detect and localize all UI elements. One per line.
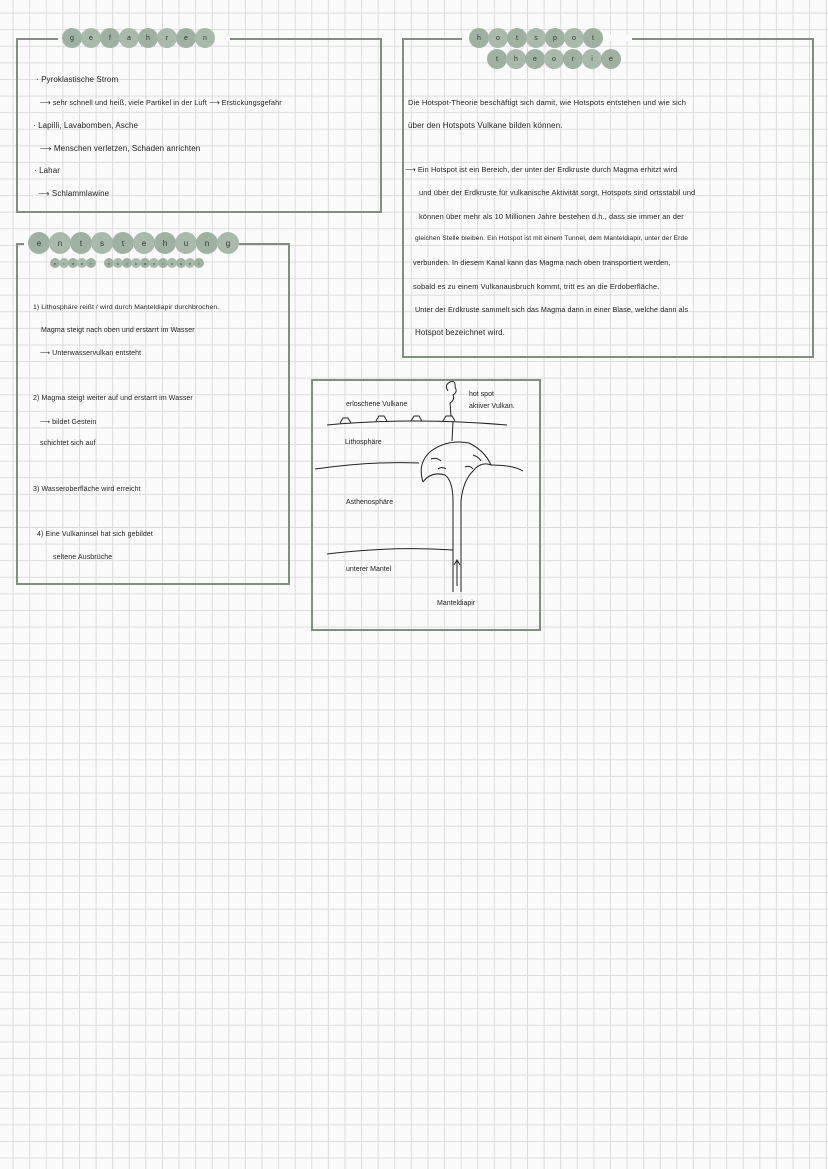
hotspot-diagram — [311, 379, 541, 631]
title-letter: u — [175, 232, 197, 254]
label-asthenosphaere: Asthenosphäre — [346, 499, 394, 506]
title-letter: n — [49, 232, 71, 254]
title-letter: r — [563, 49, 583, 69]
label-erloschene: erloschene Vulkane — [346, 401, 408, 408]
title-letter: t — [70, 232, 92, 254]
title-letter: g — [62, 28, 82, 48]
title-letter: n — [167, 258, 177, 268]
note-line: ⟶ Unterwasservulkan entsteht — [40, 350, 142, 357]
note-line: können über mehr als 10 Millionen Jahre bestehen d.h., dass sie immer an der — [419, 212, 684, 221]
volcano-icons — [340, 416, 455, 423]
title-letter: v — [104, 258, 114, 268]
label-mantel: unterer Mantel — [346, 566, 392, 573]
title-letter: e — [81, 28, 101, 48]
title-letter: e — [50, 258, 60, 268]
note-line: verbunden. In diesem Kanal kann das Magma nach oben transportiert werden, — [413, 258, 671, 267]
title-letter: s — [176, 258, 186, 268]
entstehung-title — [28, 232, 238, 254]
title-letter: n — [149, 258, 159, 268]
note-line: 3) Wasseroberfläche wird erreicht — [33, 486, 141, 493]
title-letter: n — [195, 28, 215, 48]
title-letter: a — [119, 28, 139, 48]
note-line: · Pyroklastische Strom — [36, 75, 119, 84]
title-letter: h — [469, 28, 489, 48]
title-letter: o — [544, 49, 564, 69]
arrow-icon — [454, 560, 460, 586]
title-letter: h — [138, 28, 158, 48]
title-letter: u — [113, 258, 123, 268]
title-letter: n — [68, 258, 78, 268]
title-letter: l — [122, 258, 132, 268]
note-line: Unter der Erdkruste sammelt sich das Magma dann in einer Blase, welche dann als — [415, 305, 689, 314]
title-letter: h — [154, 232, 176, 254]
lithosphere-line — [315, 463, 523, 471]
title-letter: o — [488, 28, 508, 48]
note-line: ⟶ Ein Hotspot ist ein Bereich, der unter der Erdkruste durch Magma erhitzt wird — [405, 165, 678, 174]
label-aktiver: aktiver Vulkan. — [469, 403, 515, 410]
title-letter: e — [601, 49, 621, 69]
note-line: ⟶ Menschen verletzen, Schaden anrichten — [40, 144, 201, 153]
entstehung-subtitle — [50, 258, 203, 268]
title-letter: i — [59, 258, 69, 268]
note-line: über den Hotspots Vulkane bilden können. — [408, 121, 563, 130]
note-line: seltene Ausbrüche — [53, 554, 113, 561]
title-letter: r — [86, 258, 96, 268]
eruption-plume-icon — [446, 382, 456, 416]
title-letter: o — [564, 28, 584, 48]
note-line: ⟶ sehr schnell und heiß, viele Partikel in der Luft ⟶ Erstickungsgefahr — [40, 98, 282, 107]
title-letter: e — [77, 258, 87, 268]
title-letter: l — [194, 258, 204, 268]
note-line: und über der Erdkruste für vulkanische Aktivität sorgt. Hotspots sind ortsstabil und — [419, 188, 696, 197]
label-lithosphaere: Lithosphäre — [345, 439, 382, 446]
theorie-title — [487, 49, 620, 69]
note-line: schichtet sich auf — [40, 440, 96, 447]
title-letter: s — [526, 28, 546, 48]
title-letter: h — [506, 49, 526, 69]
label-diapir: Manteldiapir — [437, 600, 476, 607]
title-letter: f — [100, 28, 120, 48]
title-letter: g — [217, 232, 239, 254]
surface-line — [327, 421, 507, 425]
title-letter: e — [185, 258, 195, 268]
title-letter: e — [176, 28, 196, 48]
title-letter: t — [583, 28, 603, 48]
note-line: gleichen Stelle bleiben. Ein Hotspot ist mit einem Tunnel, dem Manteldiapir, unter der Erde — [415, 235, 688, 242]
title-letter: r — [157, 28, 177, 48]
hotspot-title — [469, 28, 602, 48]
note-line: 1) Lithosphäre reißt / wird durch Manteldiapir durchbrochen. — [33, 304, 220, 311]
title-letter: s — [91, 232, 113, 254]
note-line: 4) Eine Vulkaninsel hat sich gebildet — [37, 531, 153, 538]
title-letter: p — [545, 28, 565, 48]
title-letter: n — [196, 232, 218, 254]
mantle-line — [327, 549, 453, 554]
note-line: Die Hotspot-Theorie beschäftigt sich damit, wie Hotspots entstehen und wie sich — [408, 98, 687, 107]
title-letter: i — [582, 49, 602, 69]
title-letter: i — [158, 258, 168, 268]
note-line: sobald es zu einem Vulkanausbruch kommt, tritt es an die Erdoberfläche. — [413, 282, 660, 291]
title-letter: k — [131, 258, 141, 268]
note-line: ⟶ bildet Gestein — [40, 419, 97, 426]
title-letter: a — [140, 258, 150, 268]
title-letter: t — [112, 232, 134, 254]
title-letter: e — [133, 232, 155, 254]
label-hotspot: hot spot — [469, 391, 494, 398]
note-line: ⟶ Schlammlawine — [38, 189, 110, 198]
title-letter: t — [487, 49, 507, 69]
gefahren-title — [62, 28, 214, 48]
note-line: · Lahar — [34, 166, 61, 175]
note-line: · Lapilli, Lavabomben, Asche — [33, 121, 139, 130]
note-line: Hotspot bezeichnet wird. — [415, 328, 506, 337]
title-letter: t — [507, 28, 527, 48]
title-letter: e — [525, 49, 545, 69]
note-line: Magma steigt nach oben und erstarrt im Wasser — [41, 327, 195, 334]
magma-plume — [421, 421, 491, 592]
title-letter: e — [28, 232, 50, 254]
note-line: 2) Magma steigt weiter auf und erstarrt im Wasser — [33, 395, 193, 402]
